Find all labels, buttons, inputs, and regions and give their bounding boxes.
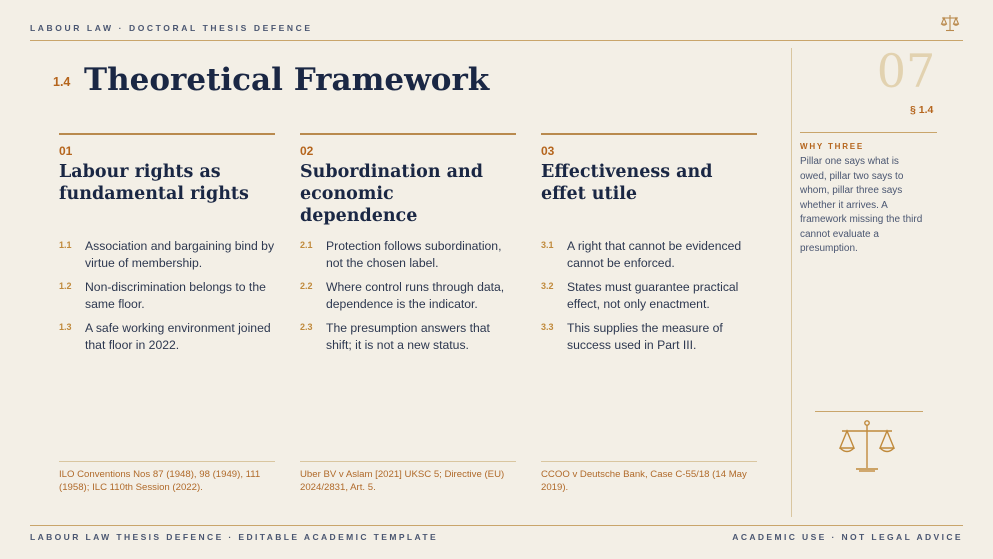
page-title: Theoretical Framework [84,62,490,98]
item-number: 2.1 [300,240,313,250]
item-text: A right that cannot be evidenced cannot be enforced. [567,239,742,270]
list-item [541,320,757,354]
column-items [59,238,275,361]
slide-number: 07 [876,44,936,98]
column-citation: CCOO v Deutsche Bank, Case C-55/18 (14 May 2019). [541,461,757,494]
item-number: 2.3 [300,322,313,332]
pillar-column-3 [541,133,757,463]
list-item [300,238,516,272]
sidebar-text: Pillar one says what is owed, pillar two says to whom, pillar three says whether it arrives. A framework missing the third cannot evaluate a presumption. [800,156,923,254]
column-number: 01 [59,144,73,158]
list-item [59,320,275,354]
item-number: 1.2 [59,281,72,291]
top-bar [30,14,963,41]
list-item [541,238,757,272]
footer [30,525,963,542]
item-number: 3.1 [541,240,554,250]
sidebar-divider [791,48,792,517]
column-number: 02 [300,144,314,158]
item-text: The presumption answers that shift; it is not a new status. [326,321,490,352]
item-text: Association and bargaining bind by virtue of membership. [85,239,275,270]
item-text: States must guarantee practical effect, not only enactment. [567,280,739,311]
list-item [541,279,757,313]
column-rule [300,133,516,135]
column-items [541,238,757,361]
list-item [300,320,516,354]
scales-icon [836,418,898,474]
column-heading: Effectiveness and effet utile [541,162,713,204]
header-kicker: LABOUR LAW · DOCTORAL THESIS DEFENCE [30,23,313,33]
scales-rule [815,411,923,412]
footer-left-text: LABOUR LAW THESIS DEFENCE · EDITABLE ACADEMIC TEMPLATE [30,532,439,542]
list-item [59,238,275,272]
footer-right-text: ACADEMIC USE · NOT LEGAL ADVICE [732,532,963,542]
item-text: A safe working environment joined that floor in 2022. [85,321,271,352]
column-items [300,238,516,361]
column-heading: Subordination and economic dependence [300,162,483,226]
column-rule [59,133,275,135]
item-number: 1.3 [59,322,72,332]
item-number: 1.1 [59,240,72,250]
item-text: Where control runs through data, dependence is the indicator. [326,280,505,311]
item-number: 3.2 [541,281,554,291]
column-heading: Labour rights as fundamental rights [59,162,249,204]
sidebar-label: WHY THREE [800,142,865,151]
section-reference: § 1.4 [910,104,934,116]
pillar-column-1 [59,133,275,463]
column-rule [541,133,757,135]
list-item [59,279,275,313]
pillar-column-2 [300,133,516,463]
column-citation: ILO Conventions Nos 87 (1948), 98 (1949), 111 (1958); ILC 110th Session (2022). [59,461,275,494]
column-number: 03 [541,144,555,158]
column-citation: Uber BV v Aslam [2021] UKSC 5; Directive (EU) 2024/2831, Art. 5. [300,461,516,494]
item-text: This supplies the measure of success used in Part III. [567,321,723,352]
item-number: 3.3 [541,322,554,332]
list-item [300,279,516,313]
title-number: 1.4 [53,75,71,89]
item-number: 2.2 [300,281,313,291]
scales-icon [939,12,961,34]
sidebar-rule [800,132,937,133]
item-text: Non-discrimination belongs to the same floor. [85,280,266,311]
item-text: Protection follows subordination, not the chosen label. [326,239,502,270]
